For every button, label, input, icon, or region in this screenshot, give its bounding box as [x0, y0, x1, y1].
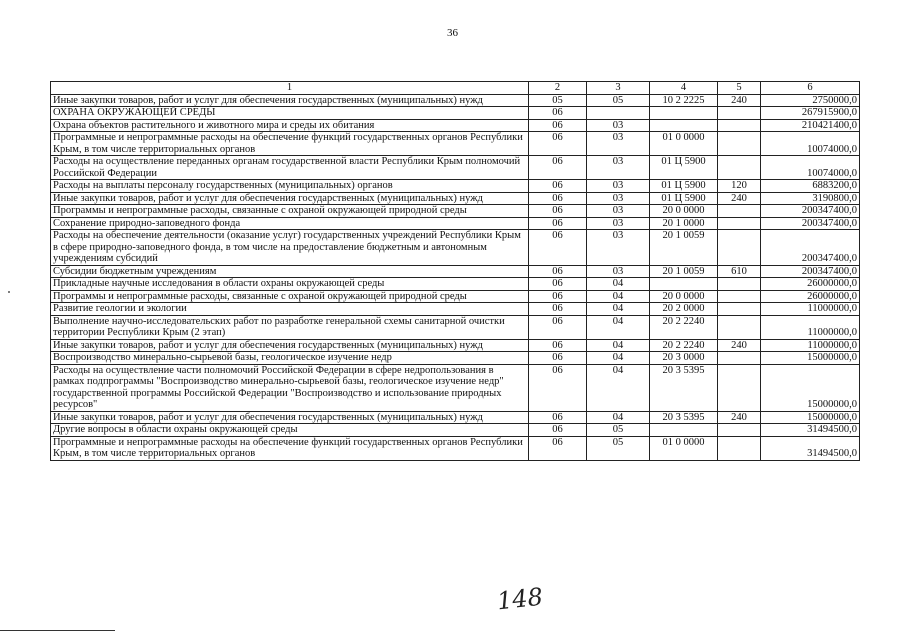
- table-row: [51, 265, 860, 278]
- row-target-article: 20 1 0059: [650, 230, 718, 266]
- row-target-article: 20 3 5395: [650, 411, 718, 424]
- row-expense-type: [718, 119, 761, 132]
- row-section: 06: [529, 217, 587, 230]
- row-description: Расходы на осуществление переданных органам государственной власти Республики Крым полномочий Российской Федерации: [51, 156, 529, 180]
- row-amount: 267915900,0: [761, 107, 860, 120]
- row-amount: 26000000,0: [761, 290, 860, 303]
- table-row: [51, 278, 860, 291]
- row-amount: 200347400,0: [761, 217, 860, 230]
- row-subsection: 04: [587, 411, 650, 424]
- table-row: [51, 205, 860, 218]
- row-amount: 31494500,0: [761, 436, 860, 460]
- row-target-article: [650, 107, 718, 120]
- row-section: 06: [529, 411, 587, 424]
- row-expense-type: [718, 217, 761, 230]
- row-description: Расходы на осуществление части полномочий Российской Федерации в сфере недропользования в рамках подпрограммы "Воспроизводство минерально-сырьевой базы, геологическое изучение недр" государственной программы Российской Федерации "Воспроизводство и использование природных ресурсов": [51, 364, 529, 411]
- table-body: [51, 82, 860, 461]
- row-description: Воспроизводство минерально-сырьевой базы, геологическое изучение недр: [51, 352, 529, 365]
- row-description: Расходы на обеспечение деятельности (оказание услуг) государственных учреждений Республики Крым в сфере природно-заповедного фонда, в том числе на предоставление бюджетным и автономным учреждениям субсидий: [51, 230, 529, 266]
- row-expense-type: [718, 364, 761, 411]
- row-amount: 210421400,0: [761, 119, 860, 132]
- row-amount: 200347400,0: [761, 265, 860, 278]
- row-section: 06: [529, 364, 587, 411]
- handwritten-folio-number: 148: [495, 582, 545, 616]
- table-row: [51, 436, 860, 460]
- row-expense-type: 240: [718, 411, 761, 424]
- table-row: [51, 290, 860, 303]
- row-expense-type: 610: [718, 265, 761, 278]
- row-description: Программы и непрограммные расходы, связанные с охраной окружающей природной среды: [51, 290, 529, 303]
- table-row: [51, 339, 860, 352]
- row-amount: 200347400,0: [761, 205, 860, 218]
- table-row: [51, 119, 860, 132]
- row-description: Субсидии бюджетным учреждениям: [51, 265, 529, 278]
- row-section: 06: [529, 424, 587, 437]
- row-section: 06: [529, 303, 587, 316]
- table-row: [51, 94, 860, 107]
- row-section: 06: [529, 278, 587, 291]
- row-target-article: 20 1 0000: [650, 217, 718, 230]
- row-subsection: 03: [587, 119, 650, 132]
- table-row: [51, 315, 860, 339]
- row-target-article: [650, 278, 718, 291]
- row-amount: 2750000,0: [761, 94, 860, 107]
- row-description: Прикладные научные исследования в области охраны окружающей среды: [51, 278, 529, 291]
- row-expense-type: 240: [718, 339, 761, 352]
- budget-table: [50, 81, 860, 461]
- row-target-article: 20 3 5395: [650, 364, 718, 411]
- row-section: 05: [529, 94, 587, 107]
- row-target-article: 01 0 0000: [650, 436, 718, 460]
- row-expense-type: 240: [718, 192, 761, 205]
- row-description: Программные и непрограммные расходы на обеспечение функций государственных органов Республики Крым, в том числе территориальных органов: [51, 436, 529, 460]
- row-section: 06: [529, 230, 587, 266]
- row-subsection: 03: [587, 192, 650, 205]
- row-expense-type: 240: [718, 94, 761, 107]
- row-subsection: 04: [587, 352, 650, 365]
- row-target-article: [650, 119, 718, 132]
- row-section: 06: [529, 192, 587, 205]
- row-description: Другие вопросы в области охраны окружающей среды: [51, 424, 529, 437]
- row-subsection: 03: [587, 217, 650, 230]
- row-description: Иные закупки товаров, работ и услуг для обеспечения государственных (муниципальных) нужд: [51, 94, 529, 107]
- row-expense-type: [718, 278, 761, 291]
- row-amount: 10074000,0: [761, 156, 860, 180]
- table-row: [51, 230, 860, 266]
- row-target-article: [650, 424, 718, 437]
- row-description: Сохранение природно-заповедного фонда: [51, 217, 529, 230]
- row-target-article: 01 Ц 5900: [650, 156, 718, 180]
- header-cell-description: 1: [51, 82, 529, 95]
- row-section: 06: [529, 290, 587, 303]
- header-cell-expense-type: 5: [718, 82, 761, 95]
- row-target-article: 20 1 0059: [650, 265, 718, 278]
- row-amount: 10074000,0: [761, 132, 860, 156]
- row-description: Иные закупки товаров, работ и услуг для обеспечения государственных (муниципальных) нужд: [51, 192, 529, 205]
- row-amount: 26000000,0: [761, 278, 860, 291]
- row-expense-type: [718, 352, 761, 365]
- row-section: 06: [529, 119, 587, 132]
- row-subsection: 05: [587, 436, 650, 460]
- row-section: 06: [529, 107, 587, 120]
- scan-speck: [8, 291, 10, 293]
- row-description: Охрана объектов растительного и животного мира и среды их обитания: [51, 119, 529, 132]
- table-row: [51, 107, 860, 120]
- table-row: [51, 217, 860, 230]
- row-section: 06: [529, 315, 587, 339]
- row-subsection: 04: [587, 339, 650, 352]
- row-expense-type: [718, 107, 761, 120]
- row-amount: 31494500,0: [761, 424, 860, 437]
- row-amount: 11000000,0: [761, 315, 860, 339]
- row-description: Развитие геологии и экологии: [51, 303, 529, 316]
- row-description: Иные закупки товаров, работ и услуг для обеспечения государственных (муниципальных) нужд: [51, 411, 529, 424]
- row-subsection: 04: [587, 364, 650, 411]
- row-amount: 3190800,0: [761, 192, 860, 205]
- page-number: 36: [447, 27, 458, 39]
- row-expense-type: [718, 205, 761, 218]
- row-target-article: 01 Ц 5900: [650, 180, 718, 193]
- header-cell-section: 2: [529, 82, 587, 95]
- table-header-row: [51, 82, 860, 95]
- table-row: [51, 180, 860, 193]
- row-target-article: 20 0 0000: [650, 205, 718, 218]
- row-section: 06: [529, 436, 587, 460]
- row-subsection: 03: [587, 205, 650, 218]
- row-expense-type: [718, 424, 761, 437]
- row-description: Выполнение научно-исследовательских работ по разработке генеральной схемы санитарной очистки территории Республики Крым (2 этап): [51, 315, 529, 339]
- row-subsection: 03: [587, 180, 650, 193]
- row-amount: 11000000,0: [761, 339, 860, 352]
- header-cell-subsection: 3: [587, 82, 650, 95]
- row-description: Программные и непрограммные расходы на обеспечение функций государственных органов Республики Крым, в том числе территориальных органов: [51, 132, 529, 156]
- row-subsection: [587, 107, 650, 120]
- row-description: Расходы на выплаты персоналу государственных (муниципальных) органов: [51, 180, 529, 193]
- row-description: Программы и непрограммные расходы, связанные с охраной окружающей природной среды: [51, 205, 529, 218]
- row-target-article: 20 2 2240: [650, 339, 718, 352]
- table-row: [51, 364, 860, 411]
- row-subsection: 03: [587, 132, 650, 156]
- row-section: 06: [529, 339, 587, 352]
- row-section: 06: [529, 265, 587, 278]
- row-expense-type: [718, 230, 761, 266]
- row-section: 06: [529, 352, 587, 365]
- row-expense-type: [718, 303, 761, 316]
- row-target-article: 01 0 0000: [650, 132, 718, 156]
- row-target-article: 10 2 2225: [650, 94, 718, 107]
- row-subsection: 05: [587, 424, 650, 437]
- row-description: Иные закупки товаров, работ и услуг для обеспечения государственных (муниципальных) нужд: [51, 339, 529, 352]
- row-target-article: 01 Ц 5900: [650, 192, 718, 205]
- row-amount: 6883200,0: [761, 180, 860, 193]
- row-amount: 15000000,0: [761, 364, 860, 411]
- row-section: 06: [529, 180, 587, 193]
- row-target-article: 20 2 0000: [650, 303, 718, 316]
- row-description: ОХРАНА ОКРУЖАЮЩЕЙ СРЕДЫ: [51, 107, 529, 120]
- row-section: 06: [529, 156, 587, 180]
- row-subsection: 03: [587, 230, 650, 266]
- row-target-article: 20 2 2240: [650, 315, 718, 339]
- row-expense-type: [718, 290, 761, 303]
- table-row: [51, 192, 860, 205]
- table-row: [51, 156, 860, 180]
- table-row: [51, 352, 860, 365]
- row-subsection: 04: [587, 290, 650, 303]
- row-expense-type: 120: [718, 180, 761, 193]
- row-subsection: 05: [587, 94, 650, 107]
- row-expense-type: [718, 156, 761, 180]
- row-subsection: 03: [587, 156, 650, 180]
- footer-rule: [0, 630, 115, 631]
- row-target-article: 20 3 0000: [650, 352, 718, 365]
- table-row: [51, 411, 860, 424]
- table-row: [51, 424, 860, 437]
- row-amount: 11000000,0: [761, 303, 860, 316]
- row-subsection: 04: [587, 278, 650, 291]
- row-amount: 15000000,0: [761, 411, 860, 424]
- row-expense-type: [718, 132, 761, 156]
- row-amount: 200347400,0: [761, 230, 860, 266]
- row-section: 06: [529, 132, 587, 156]
- row-subsection: 03: [587, 265, 650, 278]
- row-expense-type: [718, 315, 761, 339]
- row-target-article: 20 0 0000: [650, 290, 718, 303]
- header-cell-target-article: 4: [650, 82, 718, 95]
- row-subsection: 04: [587, 303, 650, 316]
- table-row: [51, 132, 860, 156]
- table-row: [51, 303, 860, 316]
- header-cell-amount: 6: [761, 82, 860, 95]
- row-subsection: 04: [587, 315, 650, 339]
- row-expense-type: [718, 436, 761, 460]
- row-amount: 15000000,0: [761, 352, 860, 365]
- row-section: 06: [529, 205, 587, 218]
